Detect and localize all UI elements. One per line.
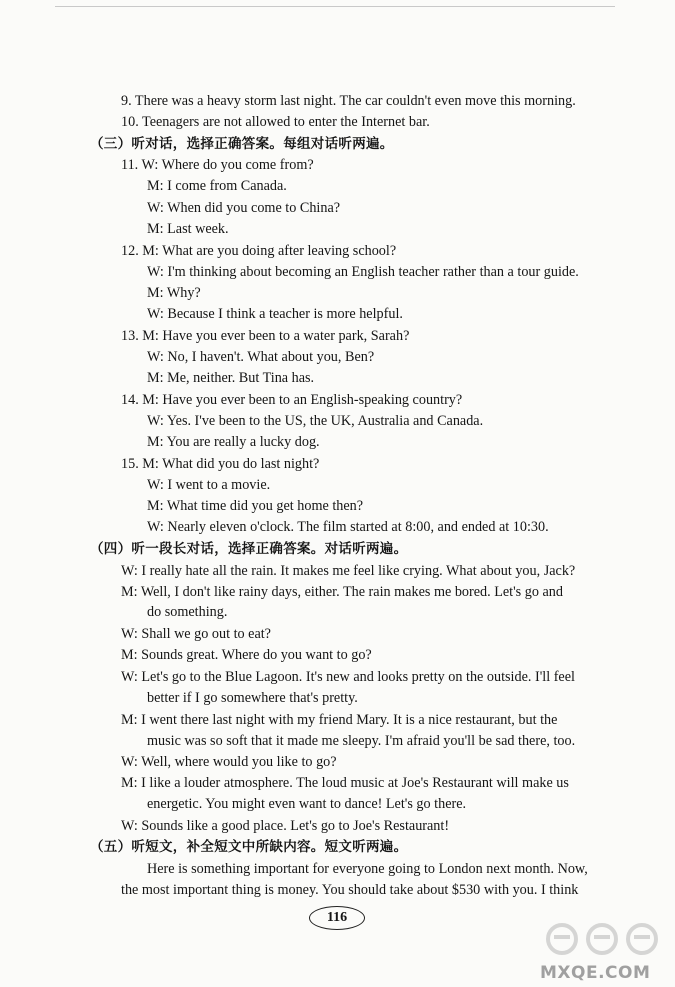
text-line: W: No, I haven't. What about you, Ben? bbox=[147, 349, 375, 365]
text-line: energetic. You might even want to dance! Let's go there. bbox=[147, 796, 467, 812]
text-line: the most important thing is money. You should take about $530 with you. I think bbox=[121, 882, 579, 898]
text-line: M: What time did you get home then? bbox=[147, 498, 364, 514]
text-line: 11. W: Where do you come from? bbox=[121, 157, 314, 173]
text-line: do something. bbox=[147, 604, 228, 620]
text-line: M: I went there last night with my friend Mary. It is a nice restaurant, but the bbox=[121, 712, 558, 728]
text-line: M: Me, neither. But Tina has. bbox=[147, 370, 315, 386]
text-line: M: Last week. bbox=[147, 221, 229, 237]
text-line: M: You are really a lucky dog. bbox=[147, 434, 320, 450]
text-line: 13. M: Have you ever been to a water park, Sarah? bbox=[121, 328, 410, 344]
text-line: W: Nearly eleven o'clock. The film started at 8:00, and ended at 10:30. bbox=[147, 519, 549, 535]
top-rule bbox=[55, 6, 615, 7]
text-line: W: When did you come to China? bbox=[147, 200, 341, 216]
page-number bbox=[309, 906, 365, 930]
page-number-text: 116 bbox=[326, 910, 348, 925]
text-line: 15. M: What did you do last night? bbox=[121, 456, 320, 472]
text-line: W: Shall we go out to eat? bbox=[121, 626, 271, 642]
text-line: M: I like a louder atmosphere. The loud music at Joe's Restaurant will make us bbox=[121, 775, 569, 791]
text-line: W: Yes. I've been to the US, the UK, Australia and Canada. bbox=[147, 413, 484, 429]
section-heading-5: （五）听短文，补全短文中所缺内容。短文听两遍。 bbox=[90, 839, 408, 855]
text-line: better if I go somewhere that's pretty. bbox=[147, 690, 358, 706]
text-line: M: Well, I don't like rainy days, either. The rain makes me bored. Let's go and bbox=[121, 584, 563, 600]
text-line: W: Well, where would you like to go? bbox=[121, 754, 337, 770]
text-line: W: I really hate all the rain. It makes me feel like crying. What about you, Jack? bbox=[121, 563, 576, 579]
text-line: 12. M: What are you doing after leaving school? bbox=[121, 243, 397, 259]
text-line: 9. There was a heavy storm last night. The car couldn't even move this morning. bbox=[121, 93, 576, 109]
text-line: 14. M: Have you ever been to an English-speaking country? bbox=[121, 392, 463, 408]
section-heading-3: （三）听对话，选择正确答案。每组对话听两遍。 bbox=[90, 136, 394, 152]
section-heading-4: （四）听一段长对话，选择正确答案。对话听两遍。 bbox=[90, 541, 408, 557]
text-line: M: Sounds great. Where do you want to go? bbox=[121, 647, 372, 663]
text-line: 10. Teenagers are not allowed to enter the Internet bar. bbox=[121, 114, 430, 130]
text-line: music was so soft that it made me sleepy. I'm afraid you'll be sad there, too. bbox=[147, 733, 576, 749]
text-line: Here is something important for everyone going to London next month. Now, bbox=[147, 861, 588, 877]
text-line: W: Because I think a teacher is more helpful. bbox=[147, 306, 403, 322]
text-line: M: I come from Canada. bbox=[147, 178, 287, 194]
text-line: W: I'm thinking about becoming an English teacher rather than a tour guide. bbox=[147, 264, 579, 280]
text-line: W: I went to a movie. bbox=[147, 477, 271, 493]
text-line: W: Sounds like a good place. Let's go to Joe's Restaurant! bbox=[121, 818, 450, 834]
watermark-text: MXQE.COM bbox=[540, 963, 651, 983]
text-line: M: Why? bbox=[147, 285, 201, 301]
text-line: W: Let's go to the Blue Lagoon. It's new and looks pretty on the outside. I'll feel bbox=[121, 669, 575, 685]
